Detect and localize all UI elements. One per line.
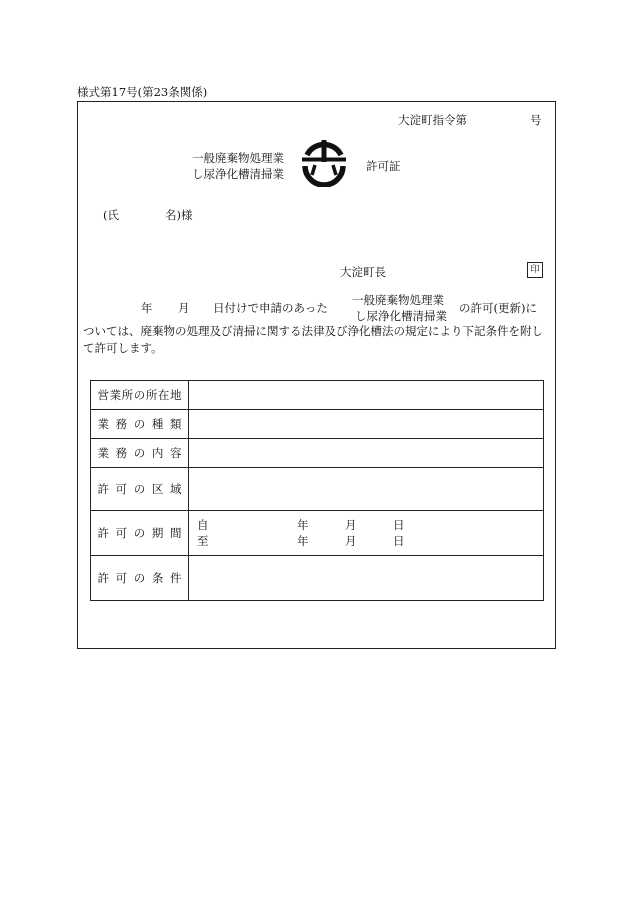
period-from-year: 年: [297, 518, 309, 532]
table-row: [91, 468, 544, 511]
table-row: [91, 556, 544, 601]
body-text-line-2: ついては、廃棄物の処理及び清掃に関する法律及び浄化槽法の規定により下記条件を附し: [83, 324, 543, 338]
row-label-permit-conditions: 許可の条件: [91, 556, 189, 601]
period-from-label: 自: [197, 518, 209, 532]
value-office-location: [189, 381, 544, 410]
body-dated-applied: 日付けで申請のあった: [213, 301, 328, 315]
table-row: [91, 381, 544, 410]
row-label-permit-period: 許可の期間: [91, 511, 189, 556]
title-permit-certificate: 許可証: [366, 159, 401, 173]
table-row: [91, 511, 544, 556]
body-permit-renewal: の許可(更新)に: [459, 301, 537, 315]
table-row: [91, 439, 544, 468]
permit-number-label: 大淀町指令第: [398, 113, 467, 127]
form-label: 様式第17号(第23条関係): [77, 85, 208, 99]
body-business-type-1: 一般廃棄物処理業: [352, 293, 444, 307]
table-row: [91, 410, 544, 439]
body-business-type-2: し尿浄化槽清掃業: [355, 309, 447, 323]
period-to-line: [197, 533, 543, 549]
period-to-year: 年: [297, 534, 309, 548]
value-business-type: [189, 410, 544, 439]
body-year: 年: [141, 301, 153, 315]
title-business-type-2: し尿浄化槽清掃業: [192, 167, 284, 181]
period-to-label: 至: [197, 534, 209, 548]
addressee-name: (氏 名)様: [103, 208, 193, 222]
body-text-line-3: て許可します。: [83, 341, 163, 355]
period-from-day: 日: [393, 518, 405, 532]
body-month: 月: [178, 301, 190, 315]
town-emblem-icon: [298, 135, 350, 187]
value-business-content: [189, 439, 544, 468]
value-permit-area: [189, 468, 544, 511]
period-from-line: [197, 517, 543, 533]
conditions-table: [90, 380, 544, 601]
permit-number-suffix: 号: [530, 113, 542, 127]
value-permit-conditions: [189, 556, 544, 601]
row-label-business-type: 業務の種類: [91, 410, 189, 439]
row-label-business-content: 業務の内容: [91, 439, 189, 468]
period-to-day: 日: [393, 534, 405, 548]
seal-stamp-box: 印: [527, 262, 543, 278]
row-label-permit-area: 許可の区域: [91, 468, 189, 511]
issuer-mayor: 大淀町長: [340, 265, 386, 279]
period-to-month: 月: [345, 534, 357, 548]
title-business-type-1: 一般廃棄物処理業: [192, 151, 284, 165]
row-label-office-location: 営業所の所在地: [91, 381, 189, 410]
value-permit-period: [189, 511, 544, 556]
period-from-month: 月: [345, 518, 357, 532]
